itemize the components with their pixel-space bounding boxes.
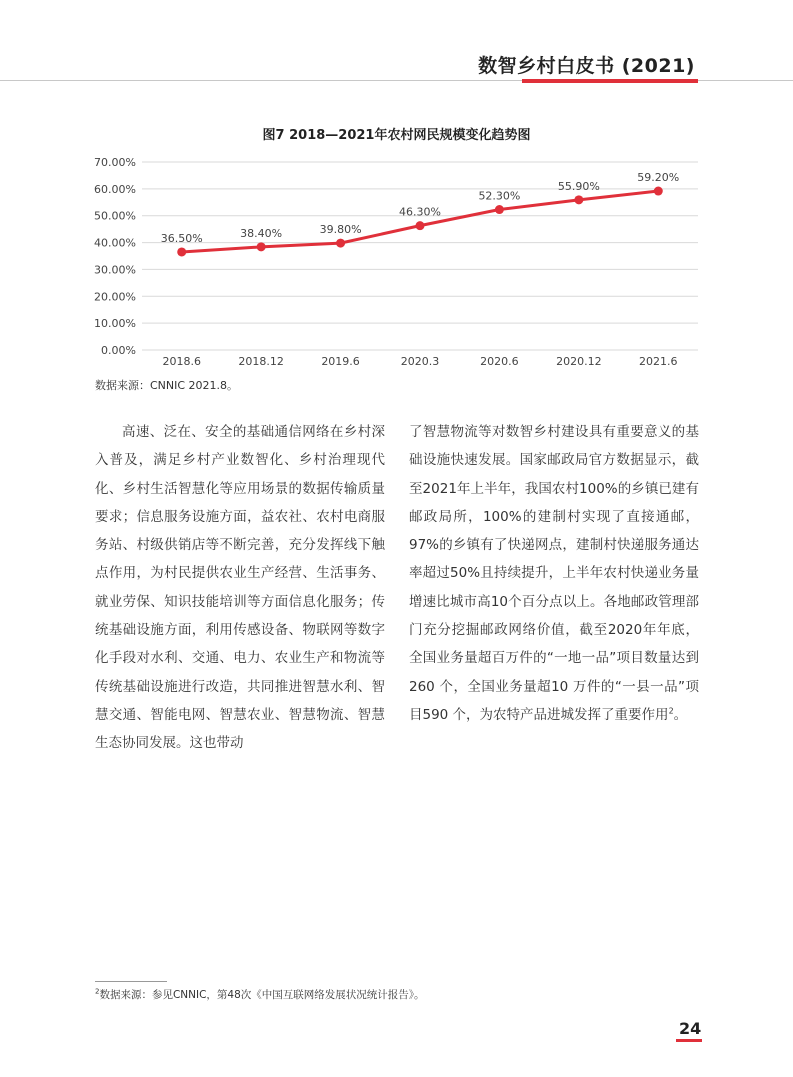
y-tick-label: 30.00%: [94, 263, 136, 277]
header-title: 数智乡村白皮书 (2021): [478, 55, 695, 77]
x-tick-label: 2019.6: [321, 355, 360, 368]
data-label: 39.80%: [319, 223, 362, 237]
x-tick-label: 2018.12: [238, 355, 284, 368]
body-paragraph-left: 高速、泛在、安全的基础通信网络在乡村深入普及，满足乡村产业数智化、乡村治理现代化、乡村生活智慧化等应用场景的数据传输质量要求；信息服务设施方面，益农社、农村电商服务站、村级供销店等不断完善，充分发挥线下触点作用，为村民提供农业生产经营、生活事务、就业劳保、知识技能培训等方面信息化服务；传统基础设施方面，利用传感设备、物联网等数字化手段对水利、交通、电力、农业生产和物流等传统基础设施进行改造，共同推进智慧水利、智慧交通、智能电网、智慧农业、智慧物流、智慧生态协同发展。这也带动: [95, 424, 385, 752]
chart-grid: [142, 162, 698, 350]
x-tick-label: 2020.6: [480, 355, 519, 368]
footnote-divider: [95, 981, 167, 982]
data-point: [654, 187, 663, 196]
data-label: 38.40%: [240, 226, 283, 240]
data-label: 52.30%: [478, 189, 521, 203]
data-label: 55.90%: [557, 179, 600, 193]
x-tick-label: 2020.12: [556, 355, 602, 368]
figure-source: 数据来源：CNNIC 2021.8。: [95, 379, 239, 392]
y-tick-label: 10.00%: [94, 317, 136, 331]
y-tick-label: 70.00%: [94, 156, 136, 169]
y-tick-label: 0.00%: [101, 344, 136, 357]
x-axis-ticks: [162, 355, 677, 368]
y-axis-ticks: [94, 156, 136, 357]
data-points: [177, 187, 663, 257]
line-chart: [0, 0, 793, 380]
body-paragraph-right: [409, 418, 699, 729]
page-number: 24: [679, 1019, 702, 1038]
footnote: [95, 987, 425, 1002]
footnote-text: 数据来源：参见CNNIC，第48次《中国互联网络发展状况统计报告》。: [99, 989, 425, 1001]
x-tick-label: 2018.6: [162, 355, 201, 368]
body-text-right-end: 。: [673, 706, 688, 723]
y-tick-label: 50.00%: [94, 209, 136, 223]
body-column-right: [409, 418, 699, 729]
y-tick-label: 20.00%: [94, 290, 136, 304]
x-tick-label: 2021.6: [639, 355, 678, 368]
y-tick-label: 60.00%: [94, 182, 136, 196]
data-label: 36.50%: [160, 231, 203, 245]
x-tick-label: 2020.3: [400, 355, 440, 368]
data-point: [177, 247, 186, 256]
footnote-ref: 2: [668, 706, 674, 716]
data-point: [574, 195, 583, 204]
data-labels: [161, 171, 680, 245]
data-point: [416, 221, 425, 230]
y-tick-label: 40.00%: [94, 236, 136, 250]
data-label: 59.20%: [637, 171, 680, 185]
data-label: 46.30%: [399, 205, 441, 219]
footnote-marker: 2: [95, 987, 100, 996]
page-number-accent: [676, 1039, 702, 1042]
body-text-right: 了智慧物流等对数智乡村建设具有重要意义的基础设施快速发展。国家邮政局官方数据显示，截至2021年上半年，我国农村100%的乡镇已建有邮政局所，100%的建制村实现了直接通邮，97%的乡镇有了快递网点，建制村快递服务通达率超过50%且持续提升，上半年农村快递业务量增速比城市高10个百分点以上。各地邮政管理部门充分挖掘邮政网络价值，截至2020年年底，全国业务量超百万件的“一地一品”项目数量达到260 个，全国业务量超10 万件的“一县一品”项目590 个，为农特产品进城发挥了重要作用: [409, 424, 699, 723]
data-point: [257, 242, 266, 251]
data-point: [336, 239, 345, 248]
data-point: [495, 205, 504, 214]
figure-title: 图7 2018—2021年农村网民规模变化趋势图: [262, 128, 531, 143]
body-column-left: [95, 418, 385, 758]
